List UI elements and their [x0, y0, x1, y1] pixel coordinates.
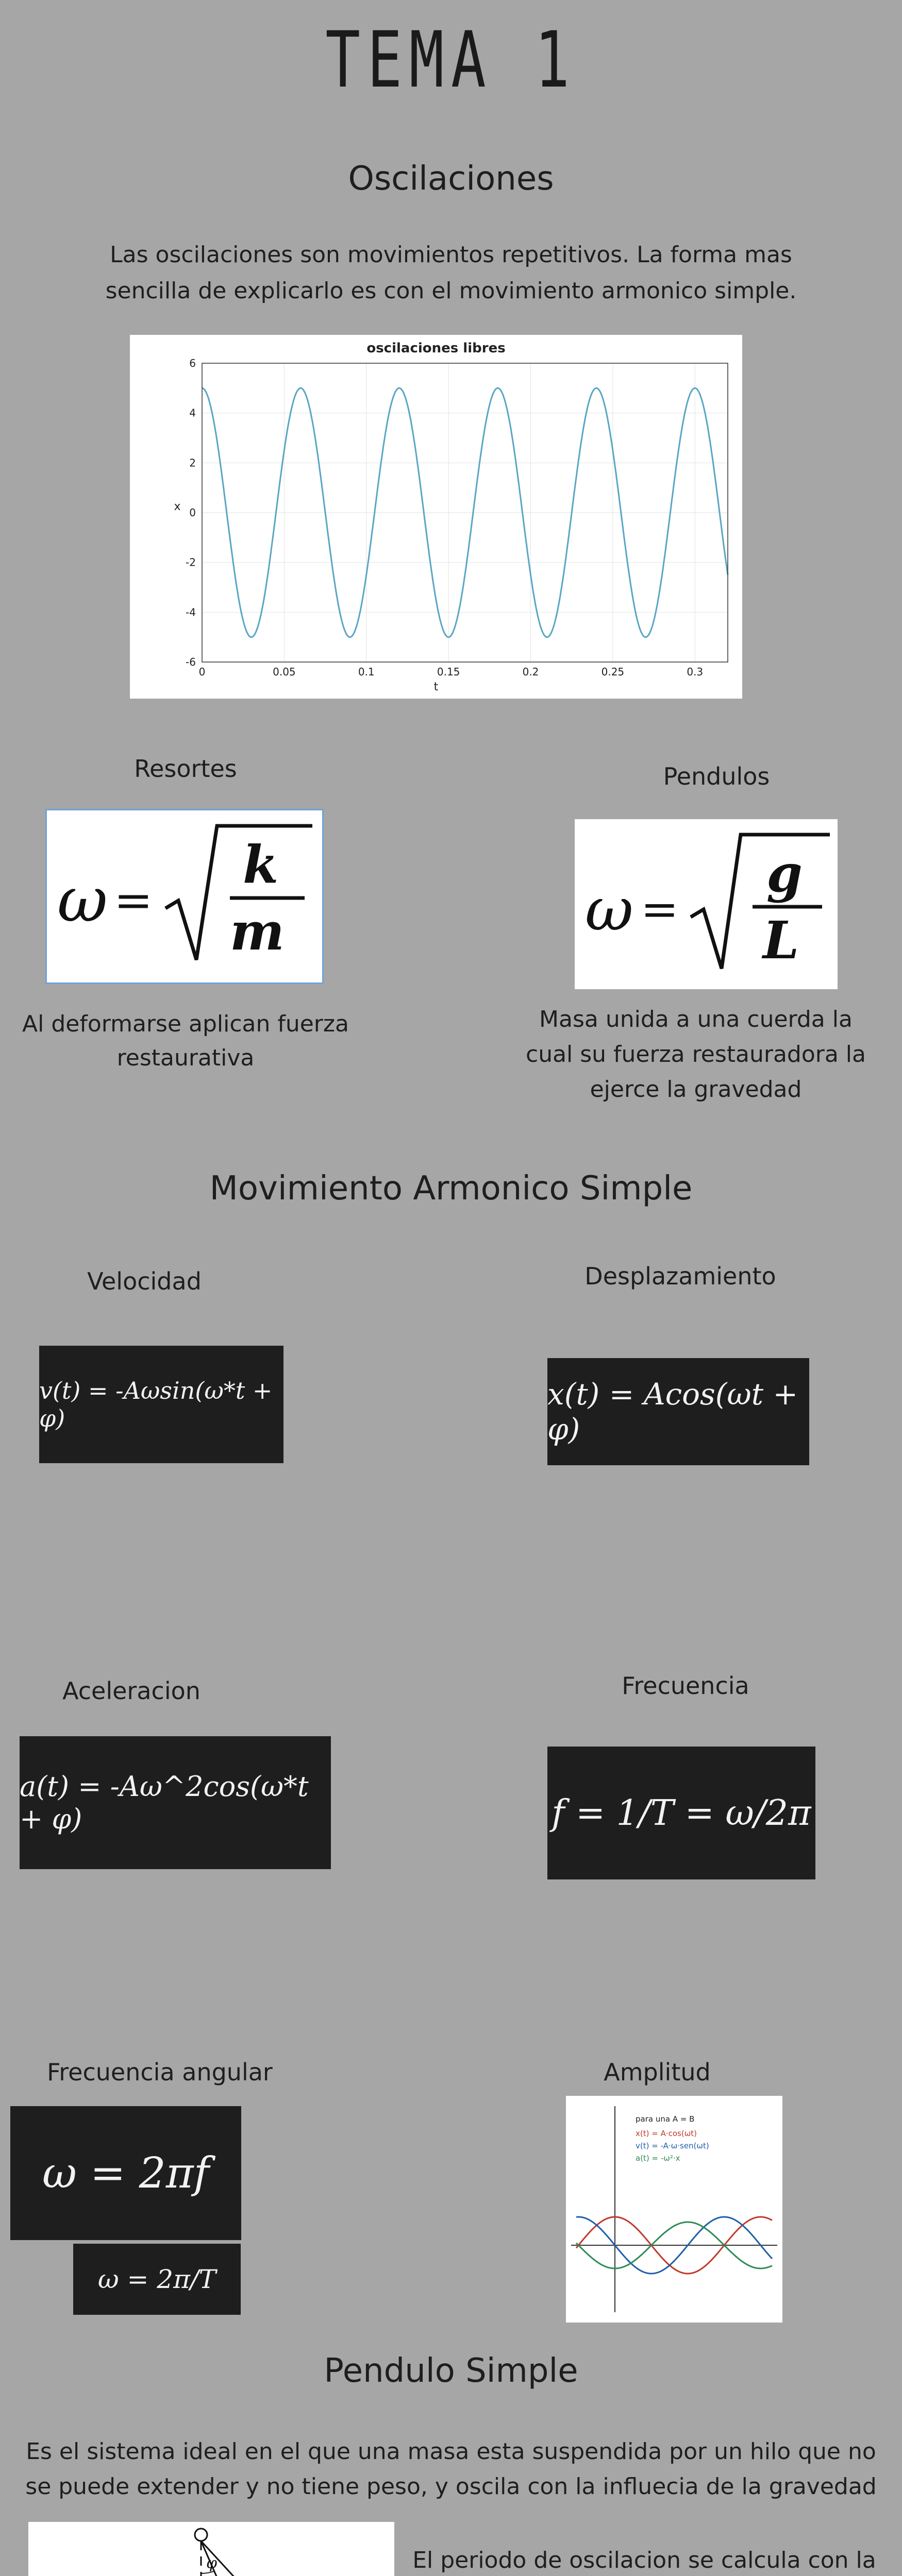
chart-ytick-label: -4: [186, 606, 196, 619]
chart-title: oscilaciones libres: [366, 341, 506, 356]
amplitud-graph: [566, 2096, 782, 2323]
pendulo-text: Es el sistema ideal en el que una masa esta suspendida por un hilo que no se puede extender y no tiene peso, y oscila con la influecia de la gravedad: [25, 2438, 877, 2500]
chart-xtick-label: 0.25: [601, 666, 625, 678]
oscilaciones-heading: Oscilaciones: [348, 160, 554, 198]
aceleracion-label: Aceleracion: [62, 1677, 201, 1705]
diagram-phi: φ: [206, 2554, 218, 2572]
aceleracion-formula: a(t) = -Aω^2cos(ω*t + φ): [20, 1736, 331, 1869]
chart-ytick-label: -6: [186, 656, 196, 668]
velocidad-formula: v(t) = -Aωsin(ω*t + φ): [39, 1346, 283, 1463]
pendulo-diagram: [28, 2522, 394, 2576]
svg-text:k: k: [243, 834, 279, 895]
chart-ytick-label: -2: [186, 556, 196, 569]
frecuencia-formula: f = 1/T = ω/2π: [547, 1747, 815, 1879]
pendulo-diagram-svg: [28, 2522, 394, 2576]
chart-ytick-label: 6: [189, 357, 196, 369]
chart-xtick-label: 0.05: [273, 666, 296, 678]
amplitud-label: Amplitud: [604, 2058, 711, 2086]
oscillation-chart: [130, 335, 742, 699]
velocidad-label: Velocidad: [87, 1267, 202, 1295]
frecuencia-angular-formula-1: ω = 2πf: [10, 2106, 241, 2240]
resortes-formula: [47, 810, 322, 982]
oscilaciones-text: Las oscilaciones son movimientos repetitivos. La forma mas sencilla de explicarlo es con el movimiento armonico simple.: [105, 242, 797, 304]
amplitud-legend-title: para una A = B: [636, 2114, 695, 2124]
chart-xtick-label: 0.1: [358, 666, 375, 678]
chart-ytick-label: 0: [189, 506, 196, 519]
svg-text:ω: ω: [585, 875, 633, 944]
chart-xtick-label: 0: [198, 666, 206, 678]
frecuencia-label: Frecuencia: [622, 1672, 749, 1700]
chart-xtick-label: 0.3: [687, 666, 704, 678]
page-title: TEMA 1: [325, 15, 577, 105]
svg-text:g: g: [766, 843, 803, 904]
desplazamiento-label: Desplazamiento: [584, 1262, 776, 1290]
chart-ytick-label: 4: [189, 406, 196, 419]
amplitud-graph-svg: [566, 2096, 782, 2323]
desplazamiento-formula: x(t) = Acos(ωt + φ): [547, 1358, 809, 1465]
chart-xtick-label: 0.15: [437, 666, 460, 678]
amplitud-legend-2: v(t) = -A·ω·sen(ωt): [636, 2141, 709, 2150]
amplitud-legend-3: a(t) = -ω²·x: [636, 2154, 680, 2163]
pendulos-formula-box: [575, 819, 838, 989]
pendulo-periodo-text: El periodo de oscilacion se calcula con la: [412, 2547, 876, 2573]
resortes-label: Resortes: [134, 755, 237, 783]
chart-ytick-label: 2: [189, 456, 196, 469]
resortes-text: Al deformarse aplican fuerza restaurativa: [22, 1011, 349, 1071]
svg-text:m: m: [230, 901, 285, 962]
chart-ylabel: x: [174, 500, 181, 513]
resortes-formula-box: [45, 809, 324, 984]
svg-text:=: =: [114, 873, 153, 927]
pendulos-formula: [575, 819, 838, 989]
pendulos-label: Pendulos: [663, 762, 770, 790]
oscillation-chart-svg: [130, 335, 742, 699]
pendulos-text: Masa unida a una cuerda la cual su fuerza restauradora la ejerce la gravedad: [526, 1006, 866, 1103]
svg-text:ω: ω: [57, 865, 108, 936]
amplitud-legend-1: x(t) = A·cos(ωt): [636, 2129, 697, 2138]
frecuencia-angular-formula-2: ω = 2π/T: [73, 2244, 241, 2315]
chart-xtick-label: 0.2: [522, 666, 539, 678]
mas-heading: Movimiento Armonico Simple: [209, 1170, 693, 1208]
chart-xlabel: t: [433, 681, 439, 693]
frecuencia-angular-label: Frecuencia angular: [47, 2058, 273, 2086]
svg-text:=: =: [641, 883, 679, 936]
svg-text:L: L: [763, 910, 799, 971]
pendulo-heading: Pendulo Simple: [324, 2352, 578, 2390]
